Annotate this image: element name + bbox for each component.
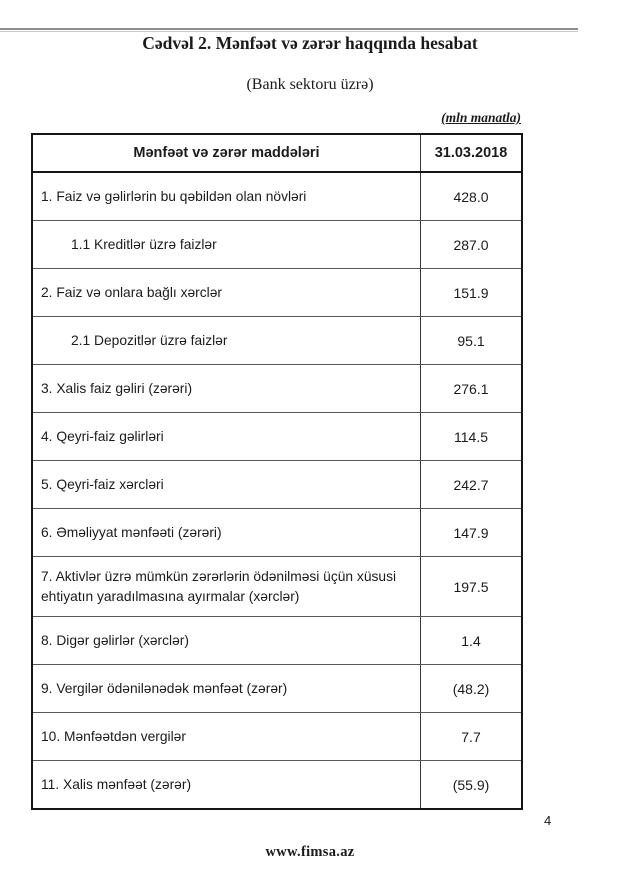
row-value: 276.1	[420, 365, 521, 412]
row-label: 2.1 Depozitlər üzrə faizlər	[71, 332, 228, 348]
profit-loss-table	[31, 133, 523, 810]
row-value: (55.9)	[420, 761, 521, 808]
page-number: 4	[544, 813, 552, 828]
row-value: 151.9	[420, 269, 521, 316]
row-label: 8. Digər gəlirlər (xərclər)	[41, 632, 189, 648]
page-title: Cədvəl 2. Mənfəət və zərər haqqında hesabat	[142, 33, 478, 53]
table-row	[33, 761, 521, 808]
row-value: 7.7	[420, 713, 521, 760]
row-value: (48.2)	[420, 665, 521, 712]
row-label: 6. Əməliyyat mənfəəti (zərəri)	[41, 524, 222, 540]
table-row	[33, 713, 521, 761]
top-divider-rule-dark-line	[0, 28, 578, 30]
table-header-date: 31.03.2018	[420, 135, 521, 171]
row-value: 147.9	[420, 509, 521, 556]
row-label: 10. Mənfəətdən vergilər	[41, 728, 186, 744]
row-label: 4. Qeyri-faiz gəlirləri	[41, 428, 164, 444]
table-row	[33, 617, 521, 665]
table-row	[33, 221, 521, 269]
table-body	[33, 173, 521, 808]
table-row	[33, 557, 521, 617]
table-row	[33, 269, 521, 317]
table-row	[33, 413, 521, 461]
table-row	[33, 461, 521, 509]
row-label: 9. Vergilər ödənilənədək mənfəət (zərər)	[41, 680, 288, 696]
row-label: 3. Xalis faiz gəliri (zərəri)	[41, 380, 193, 396]
footer-website: www.fimsa.az	[265, 844, 355, 860]
row-label: 1. Faiz və gəlirlərin bu qəbildən olan növləri	[41, 188, 307, 204]
row-label: 5. Qeyri-faiz xərcləri	[41, 476, 164, 492]
table-row	[33, 365, 521, 413]
row-value: 242.7	[420, 461, 521, 508]
row-value: 95.1	[420, 317, 521, 364]
table-header-row	[33, 135, 521, 173]
table-row	[33, 317, 521, 365]
row-value: 428.0	[420, 173, 521, 220]
row-label: 11. Xalis mənfəət (zərər)	[41, 776, 192, 792]
row-value: 287.0	[420, 221, 521, 268]
table-row	[33, 509, 521, 557]
table-header-items: Mənfəət və zərər maddələri	[133, 145, 320, 161]
page-subtitle: (Bank sektoru üzrə)	[246, 76, 374, 93]
top-divider-rule	[0, 28, 578, 32]
table-row	[33, 173, 521, 221]
unit-note: (mln manatla)	[441, 110, 521, 125]
top-divider-rule-light-line	[0, 31, 578, 32]
row-label: 2. Faiz və onlara bağlı xərclər	[41, 284, 222, 300]
row-label: 7. Aktivlər üzrə mümkün zərərlərin ödənilməsi üçün xüsusi ehtiyatın yaradılmasına ayırmalar (xərclər)	[41, 569, 397, 604]
table-row	[33, 665, 521, 713]
row-value: 197.5	[420, 557, 521, 616]
row-label: 1.1 Kreditlər üzrə faizlər	[71, 236, 217, 252]
row-value: 114.5	[420, 413, 521, 460]
row-value: 1.4	[420, 617, 521, 664]
